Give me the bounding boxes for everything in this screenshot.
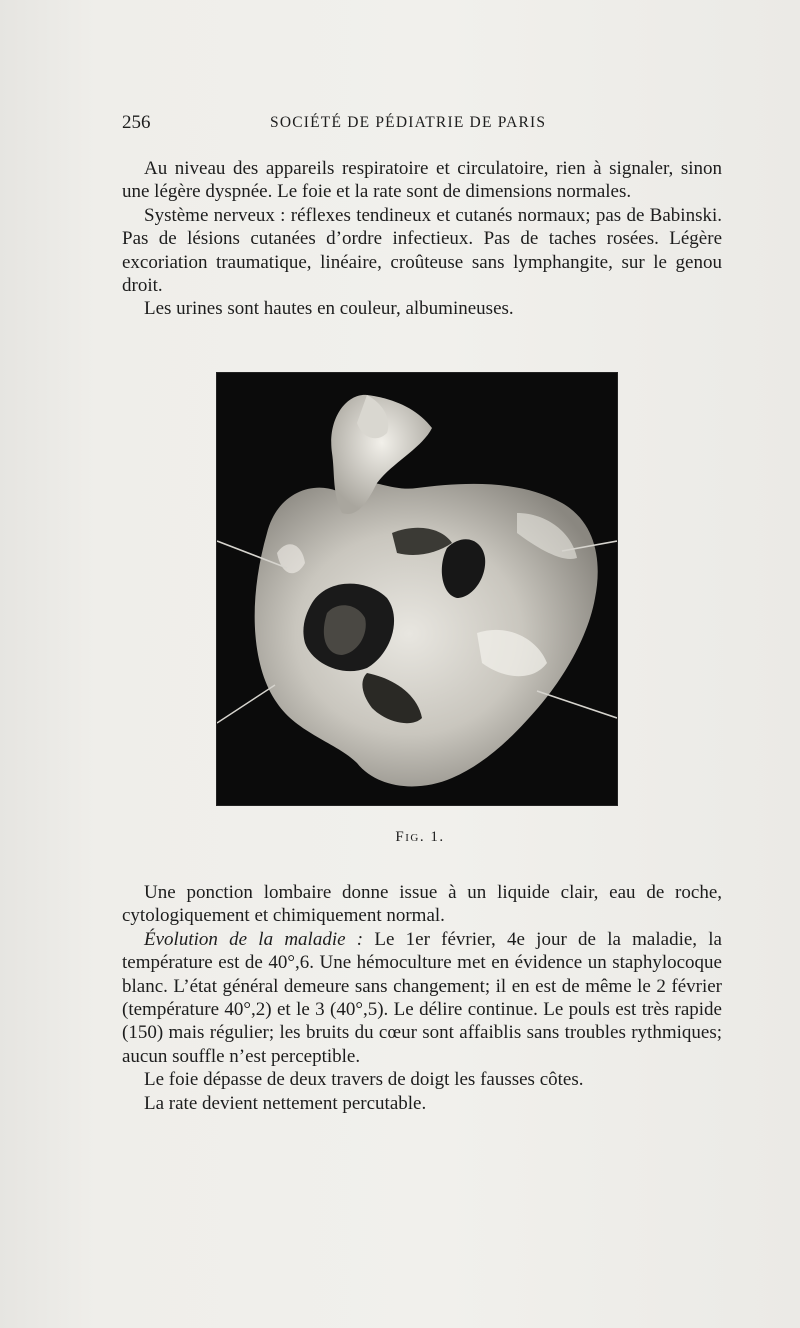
paragraph: Le foie dépasse de deux travers de doigt les fausses côtes.	[144, 1069, 584, 1091]
section-label: Évolution de la maladie :	[144, 928, 364, 950]
running-head: SOCIÉTÉ DE PÉDIATRIE DE PARIS	[270, 114, 547, 131]
evolution-text: Le 1er février, 4e jour de la maladie, la température est de 40°,6. Une hémoculture met en évidence un staphylocoque blanc. L’état général demeure sans changement; il en est de même le 2 février (température 40°,2) et le 3 (40°,5). Le délire continue. Le pouls est très rapide (150) mais régulier; les bruits du cœur sont affaiblis sans troubles rythmiques; aucun souffle n’est perceptible.	[122, 928, 722, 1067]
paragraph: Système nerveux : réflexes tendineux et cutanés normaux; pas de Babinski. Pas de lésions cutanées d’ordre infectieux. Pas de taches rosées. Légère excoriation traumatique, linéaire, croûteuse sans lymphangite, sur le genou droit.	[122, 204, 722, 297]
body-text-bottom	[122, 881, 722, 1115]
specimen-photo-illustration	[217, 373, 617, 805]
figure-caption: Fig. 1.	[395, 829, 445, 845]
page-number: 256	[122, 112, 151, 133]
paragraph: Une ponction lombaire donne issue à un liquide clair, eau de roche, cytologiquement et chimiquement normal.	[122, 882, 722, 927]
heart-specimen-photograph	[216, 372, 618, 806]
body-text-top	[122, 157, 722, 321]
evolution-paragraph	[122, 928, 722, 1068]
paragraph: Au niveau des appareils respiratoire et circulatoire, rien à signaler, sinon une légère dyspnée. Le foie et la rate sont de dimensions normales.	[122, 158, 722, 203]
paragraph: Les urines sont hautes en couleur, albumineuses.	[144, 298, 514, 320]
paragraph: La rate devient nettement percutable.	[144, 1092, 427, 1114]
